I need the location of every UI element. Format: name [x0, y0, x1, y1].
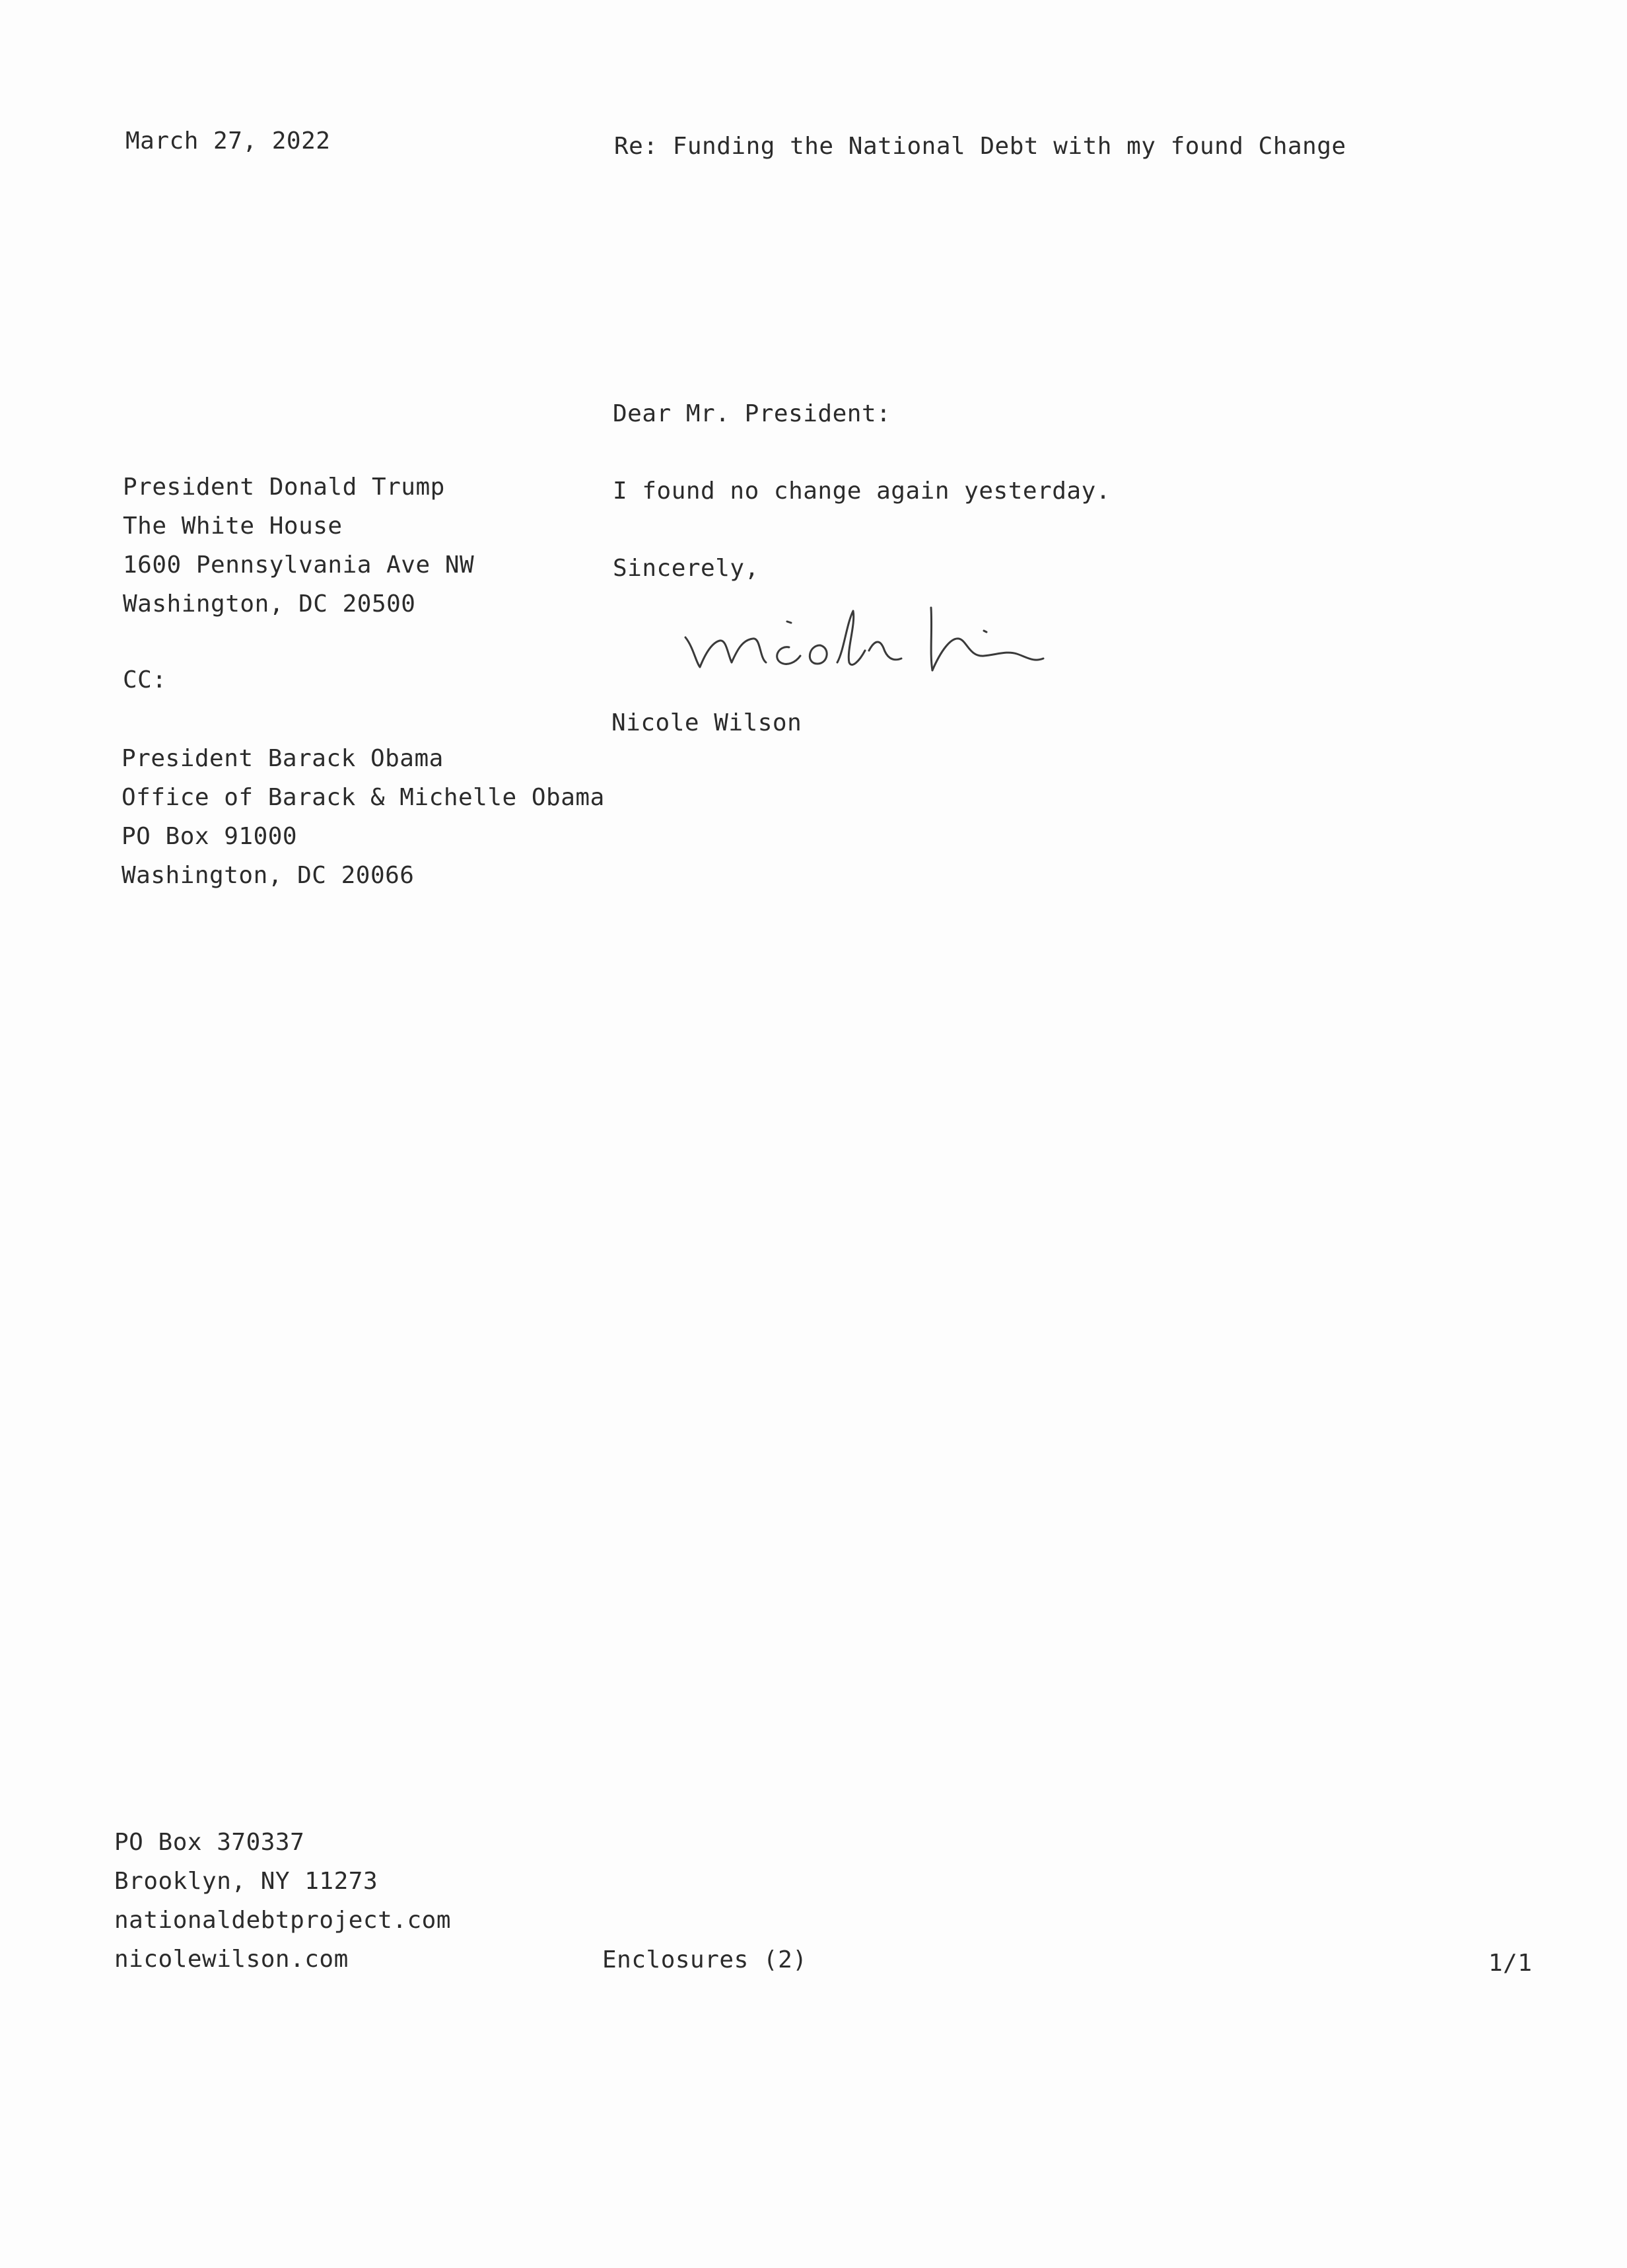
recipient-address: [123, 468, 474, 623]
letter-date: March 27, 2022: [125, 127, 331, 155]
cc-city: Washington, DC 20066: [121, 862, 415, 889]
handwritten-signature: [674, 585, 1056, 684]
signer-name: Nicole Wilson: [611, 709, 802, 736]
sender-website-project: nationaldebtproject.com: [114, 1907, 451, 1934]
sender-city: Brooklyn, NY 11273: [114, 1868, 378, 1895]
recipient-street: 1600 Pennsylvania Ave NW: [123, 551, 475, 579]
cc-label: CC:: [123, 666, 167, 693]
letter-subject: Re: Funding the National Debt with my found Change: [614, 133, 1346, 160]
page-number: 1/1: [1488, 1950, 1533, 1977]
letter-closing: Sincerely,: [613, 555, 759, 582]
enclosures-note: Enclosures (2): [602, 1946, 808, 1973]
recipient-organization: The White House: [123, 513, 343, 540]
sender-website-personal: nicolewilson.com: [114, 1946, 349, 1973]
cc-po-box: PO Box 91000: [121, 823, 298, 850]
letter-body: I found no change again yesterday.: [613, 478, 1111, 505]
salutation: Dear Mr. President:: [613, 400, 891, 427]
recipient-city: Washington, DC 20500: [123, 590, 416, 618]
cc-name: President Barack Obama: [121, 745, 444, 772]
sender-po-box: PO Box 370337: [114, 1829, 305, 1856]
cc-address: [121, 739, 605, 895]
sender-address: [114, 1823, 451, 1979]
cc-organization: Office of Barack & Michelle Obama: [121, 784, 605, 811]
recipient-name: President Donald Trump: [123, 474, 445, 501]
